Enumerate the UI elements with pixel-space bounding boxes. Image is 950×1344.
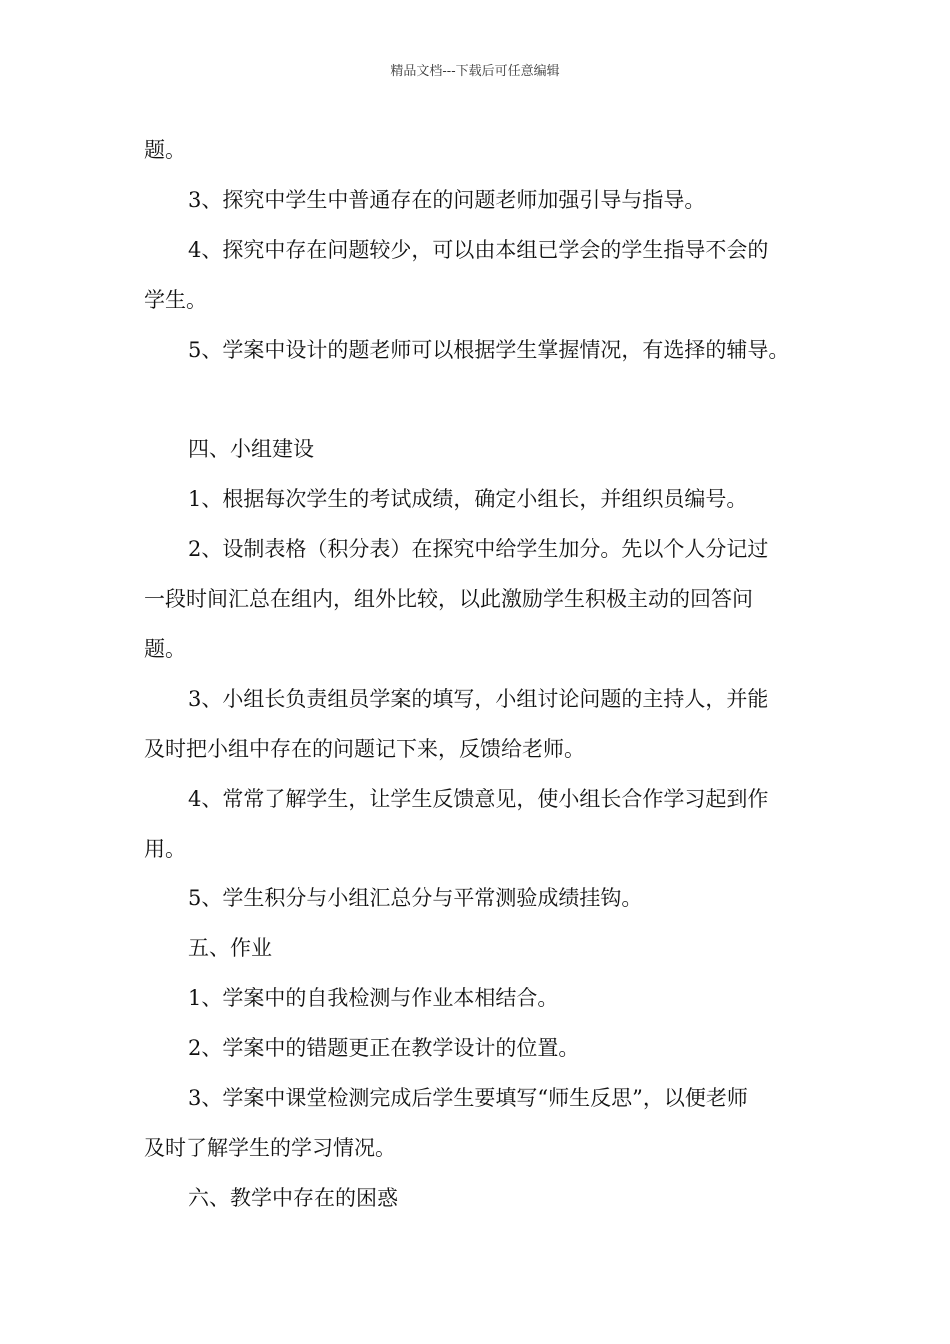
text-line: 3、探究中学生中普通存在的问题老师加强引导与指导。: [188, 188, 706, 212]
text-line: 2、设制表格（积分表）在探究中给学生加分。先以个人分记过: [188, 537, 769, 561]
text-line: 4、探究中存在问题较少，可以由本组已学会的学生指导不会的: [188, 238, 769, 262]
text-line: 1、根据每次学生的考试成绩，确定小组长，并组织员编号。: [188, 487, 748, 511]
section-heading: 六、教学中存在的困惑: [188, 1186, 398, 1210]
text-line: 3、学案中课堂检测完成后学生要填写“师生反思”，以便老师: [188, 1086, 748, 1110]
text-line: 5、学生积分与小组汇总分与平常测验成绩挂钩。: [188, 886, 643, 910]
section-heading: 五、作业: [188, 936, 272, 960]
text-line: 学生。: [144, 288, 207, 312]
text-line: 4、常常了解学生，让学生反馈意见，使小组长合作学习起到作: [188, 787, 769, 811]
text-line: 题。: [144, 637, 186, 661]
text-line: 及时了解学生的学习情况。: [144, 1136, 396, 1160]
text-line: 一段时间汇总在组内，组外比较，以此激励学生积极主动的回答问: [144, 587, 753, 611]
text-line: 3、小组长负责组员学案的填写，小组讨论问题的主持人，并能: [188, 687, 769, 711]
text-line: 题。: [144, 138, 186, 162]
text-line: 及时把小组中存在的问题记下来，反馈给老师。: [144, 737, 585, 761]
text-line: 用。: [144, 837, 186, 861]
page-header: 精品文档---下载后可任意编辑: [390, 64, 560, 79]
text-line: 5、学案中设计的题老师可以根据学生掌握情况，有选择的辅导。: [188, 338, 790, 362]
text-line: 2、学案中的错题更正在教学设计的位置。: [188, 1036, 580, 1060]
section-heading: 四、小组建设: [188, 437, 314, 461]
text-line: 1、学案中的自我检测与作业本相结合。: [188, 986, 559, 1010]
